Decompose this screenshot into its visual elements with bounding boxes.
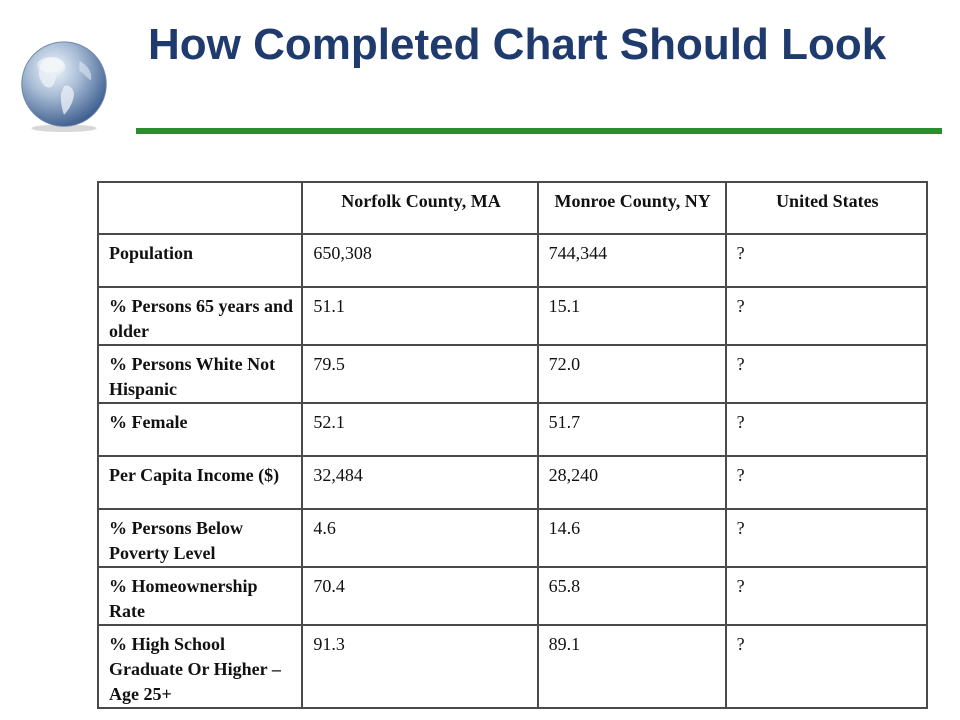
norfolk-value: 650,308 <box>302 234 537 287</box>
monroe-value: 744,344 <box>538 234 726 287</box>
us-value: ? <box>726 456 927 509</box>
norfolk-value: 52.1 <box>302 403 537 456</box>
column-header-empty <box>98 182 302 234</box>
table-row <box>98 567 927 625</box>
norfolk-value: 79.5 <box>302 345 537 403</box>
row-label: % Homeownership Rate <box>98 567 302 625</box>
table-row <box>98 625 927 708</box>
norfolk-value: 4.6 <box>302 509 537 567</box>
us-value: ? <box>726 403 927 456</box>
norfolk-value: 32,484 <box>302 456 537 509</box>
row-label: % Persons 65 years and older <box>98 287 302 345</box>
us-value: ? <box>726 287 927 345</box>
page-title: How Completed Chart Should Look <box>148 20 887 69</box>
us-value: ? <box>726 567 927 625</box>
data-table-container <box>97 181 928 709</box>
table-header-row <box>98 182 927 234</box>
table-row <box>98 234 927 287</box>
row-label: Population <box>98 234 302 287</box>
us-value: ? <box>726 625 927 708</box>
row-label: % Female <box>98 403 302 456</box>
table-row <box>98 345 927 403</box>
norfolk-value: 51.1 <box>302 287 537 345</box>
table-row <box>98 403 927 456</box>
norfolk-value: 91.3 <box>302 625 537 708</box>
column-header-norfolk: Norfolk County, MA <box>302 182 537 234</box>
monroe-value: 14.6 <box>538 509 726 567</box>
monroe-value: 51.7 <box>538 403 726 456</box>
table-row <box>98 509 927 567</box>
us-value: ? <box>726 345 927 403</box>
title-underline <box>136 128 942 134</box>
us-value: ? <box>726 234 927 287</box>
county-comparison-table <box>97 181 928 709</box>
column-header-monroe: Monroe County, NY <box>538 182 726 234</box>
monroe-value: 28,240 <box>538 456 726 509</box>
row-label: Per Capita Income ($) <box>98 456 302 509</box>
us-value: ? <box>726 509 927 567</box>
table-row <box>98 456 927 509</box>
row-label: % Persons Below Poverty Level <box>98 509 302 567</box>
row-label: % Persons White Not Hispanic <box>98 345 302 403</box>
norfolk-value: 70.4 <box>302 567 537 625</box>
monroe-value: 65.8 <box>538 567 726 625</box>
monroe-value: 89.1 <box>538 625 726 708</box>
row-label: % High School Graduate Or Higher – Age 25+ <box>98 625 302 708</box>
monroe-value: 15.1 <box>538 287 726 345</box>
column-header-us: United States <box>726 182 927 234</box>
globe-icon <box>16 38 112 134</box>
monroe-value: 72.0 <box>538 345 726 403</box>
table-row <box>98 287 927 345</box>
